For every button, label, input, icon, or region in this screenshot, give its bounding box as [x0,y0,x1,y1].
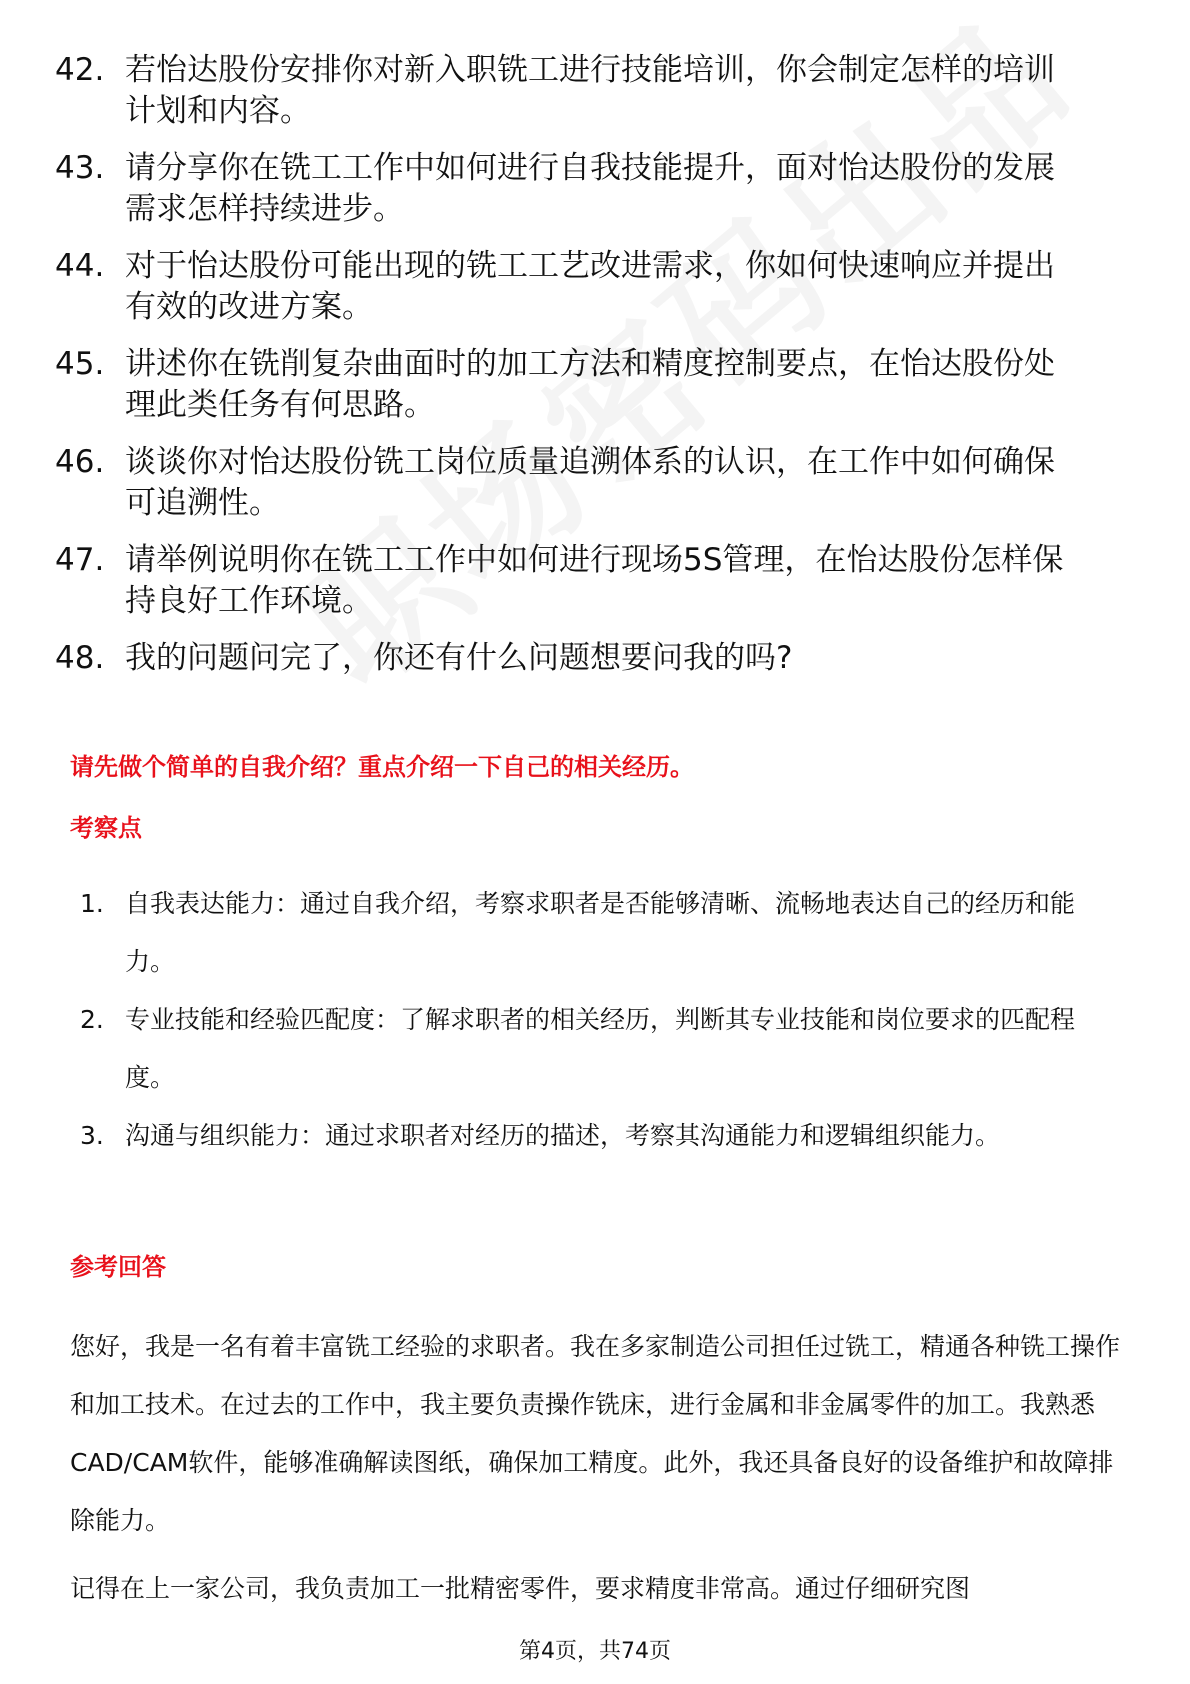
question-item [55,540,1135,622]
question-number: 42. [55,52,105,88]
question-item [55,148,1135,230]
question-item [55,344,1135,426]
highlight-question: 请先做个简单的自我介绍？重点介绍一下自己的相关经历。 [70,753,694,781]
question-text: 请举例说明你在铣工工作中如何进行现场5S管理，在怡达股份怎样保持良好工作环境。 [125,542,1064,619]
question-item [55,442,1135,524]
question-number: 43. [55,150,105,186]
focus-heading: 考察点 [70,814,142,842]
question-item [55,246,1135,328]
focus-point [80,991,1120,1107]
focus-point-number: 3. [80,1121,104,1150]
question-text: 讲述你在铣削复杂曲面时的加工方法和精度控制要点，在怡达股份处理此类任务有何思路。 [125,346,1055,423]
focus-point-list [80,875,1120,1165]
question-number: 44. [55,248,105,284]
question-number: 45. [55,346,105,382]
question-text: 谈谈你对怡达股份铣工岗位质量追溯体系的认识，在工作中如何确保可追溯性。 [125,444,1055,521]
focus-point [80,875,1120,991]
answer-paragraph: 记得在上一家公司，我负责加工一批精密零件，要求精度非常高。通过仔细研究图 [70,1574,971,1603]
question-number: 47. [55,542,105,578]
question-list [55,50,1135,695]
page-footer: 第4页，共74页 [519,1639,671,1664]
focus-point-text: 沟通与组织能力：通过求职者对经历的描述，考察其沟通能力和逻辑组织能力。 [125,1121,1001,1150]
focus-point-number: 1. [80,889,104,918]
question-item [55,50,1135,132]
answer-paragraph: 您好，我是一名有着丰富铣工经验的求职者。我在多家制造公司担任过铣工，精通各种铣工操作和加工技术。在过去的工作中，我主要负责操作铣床，进行金属和非金属零件的加工。我熟悉CAD/CAM软件，能够准确解读图纸，确保加工精度。此外，我还具备良好的设备维护和故障排除能力。 [70,1332,1121,1535]
answer-heading: 参考回答 [70,1253,166,1281]
focus-point-text: 自我表达能力：通过自我介绍，考察求职者是否能够清晰、流畅地表达自己的经历和能力。 [125,889,1076,976]
question-text: 请分享你在铣工工作中如何进行自我技能提升，面对怡达股份的发展需求怎样持续进步。 [125,150,1055,227]
question-text: 若怡达股份安排你对新入职铣工进行技能培训，你会制定怎样的培训计划和内容。 [125,52,1055,129]
question-number: 46. [55,444,105,480]
question-text: 对于怡达股份可能出现的铣工工艺改进需求，你如何快速响应并提出有效的改进方案。 [125,248,1055,325]
focus-point-number: 2. [80,1005,104,1034]
focus-point [80,1107,1120,1165]
focus-point-text: 专业技能和经验匹配度：了解求职者的相关经历，判断其专业技能和岗位要求的匹配程度。 [125,1005,1076,1092]
question-text: 我的问题问完了，你还有什么问题想要问我的吗? [125,640,793,676]
question-item [55,638,1135,679]
question-number: 48. [55,640,105,676]
